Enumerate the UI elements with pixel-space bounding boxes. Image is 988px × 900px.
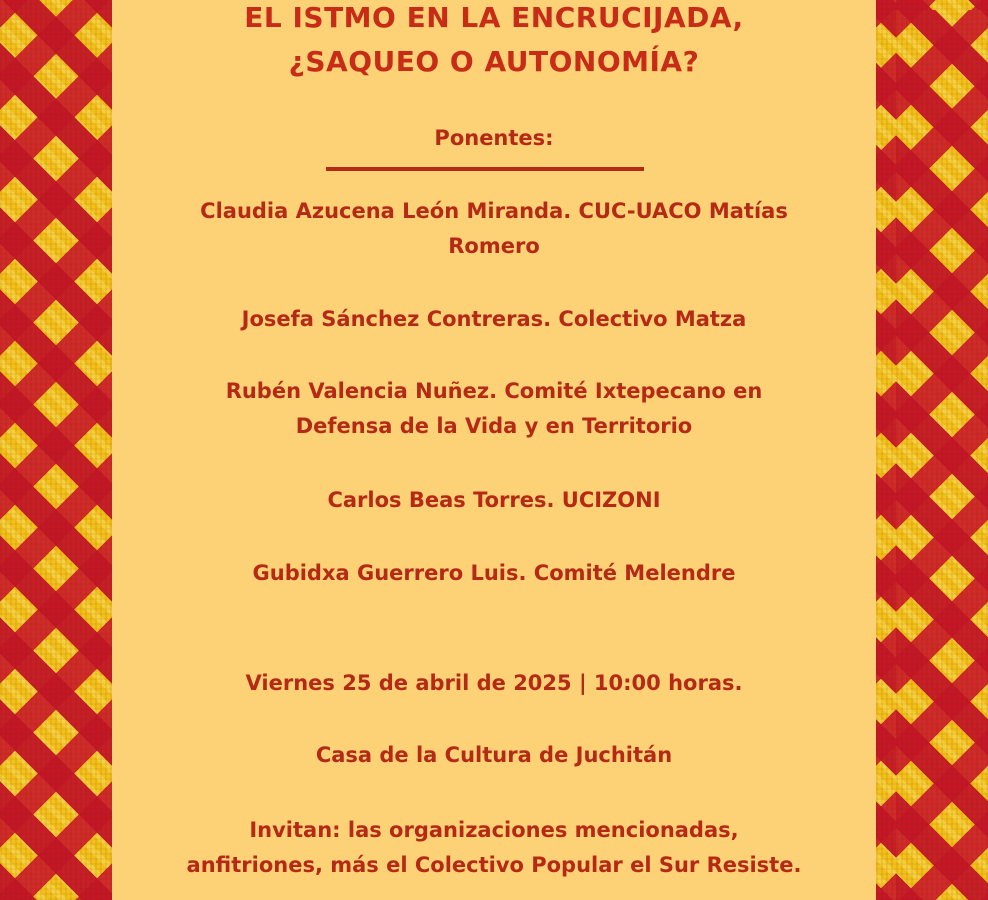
ponente-1-line-2: Romero xyxy=(448,234,540,258)
invite-line-1: Invitan: las organizaciones mencionadas, xyxy=(249,818,739,842)
poster-title-line-2: ¿SAQUEO O AUTONOMÍA? xyxy=(288,45,700,78)
event-date-time: Viernes 25 de abril de 2025 | 10:00 horas. xyxy=(245,671,743,695)
poster-panel xyxy=(112,0,876,900)
invite-line-2: anfitriones, más el Colectivo Popular el Sur Resiste. xyxy=(186,853,802,877)
textile-border-right xyxy=(876,0,988,900)
heading-divider xyxy=(326,167,644,171)
ponente-3-line-1: Rubén Valencia Nuñez. Comité Ixtepecano en xyxy=(225,379,763,403)
event-venue: Casa de la Cultura de Juchitán xyxy=(315,743,673,767)
ponente-2: Josefa Sánchez Contreras. Colectivo Matza xyxy=(241,307,747,331)
ponente-3-line-2: Defensa de la Vida y en Territorio xyxy=(295,414,693,438)
ponente-1-line-1: Claudia Azucena León Miranda. CUC-UACO Matías xyxy=(200,199,788,223)
ponente-4: Carlos Beas Torres. UCIZONI xyxy=(327,488,661,512)
ponentes-heading: Ponentes: xyxy=(434,126,554,150)
ponente-5: Gubidxa Guerrero Luis. Comité Melendre xyxy=(252,561,736,585)
poster-title-line-1: EL ISTMO EN LA ENCRUCIJADA, xyxy=(244,1,744,34)
textile-border-left xyxy=(0,0,112,900)
